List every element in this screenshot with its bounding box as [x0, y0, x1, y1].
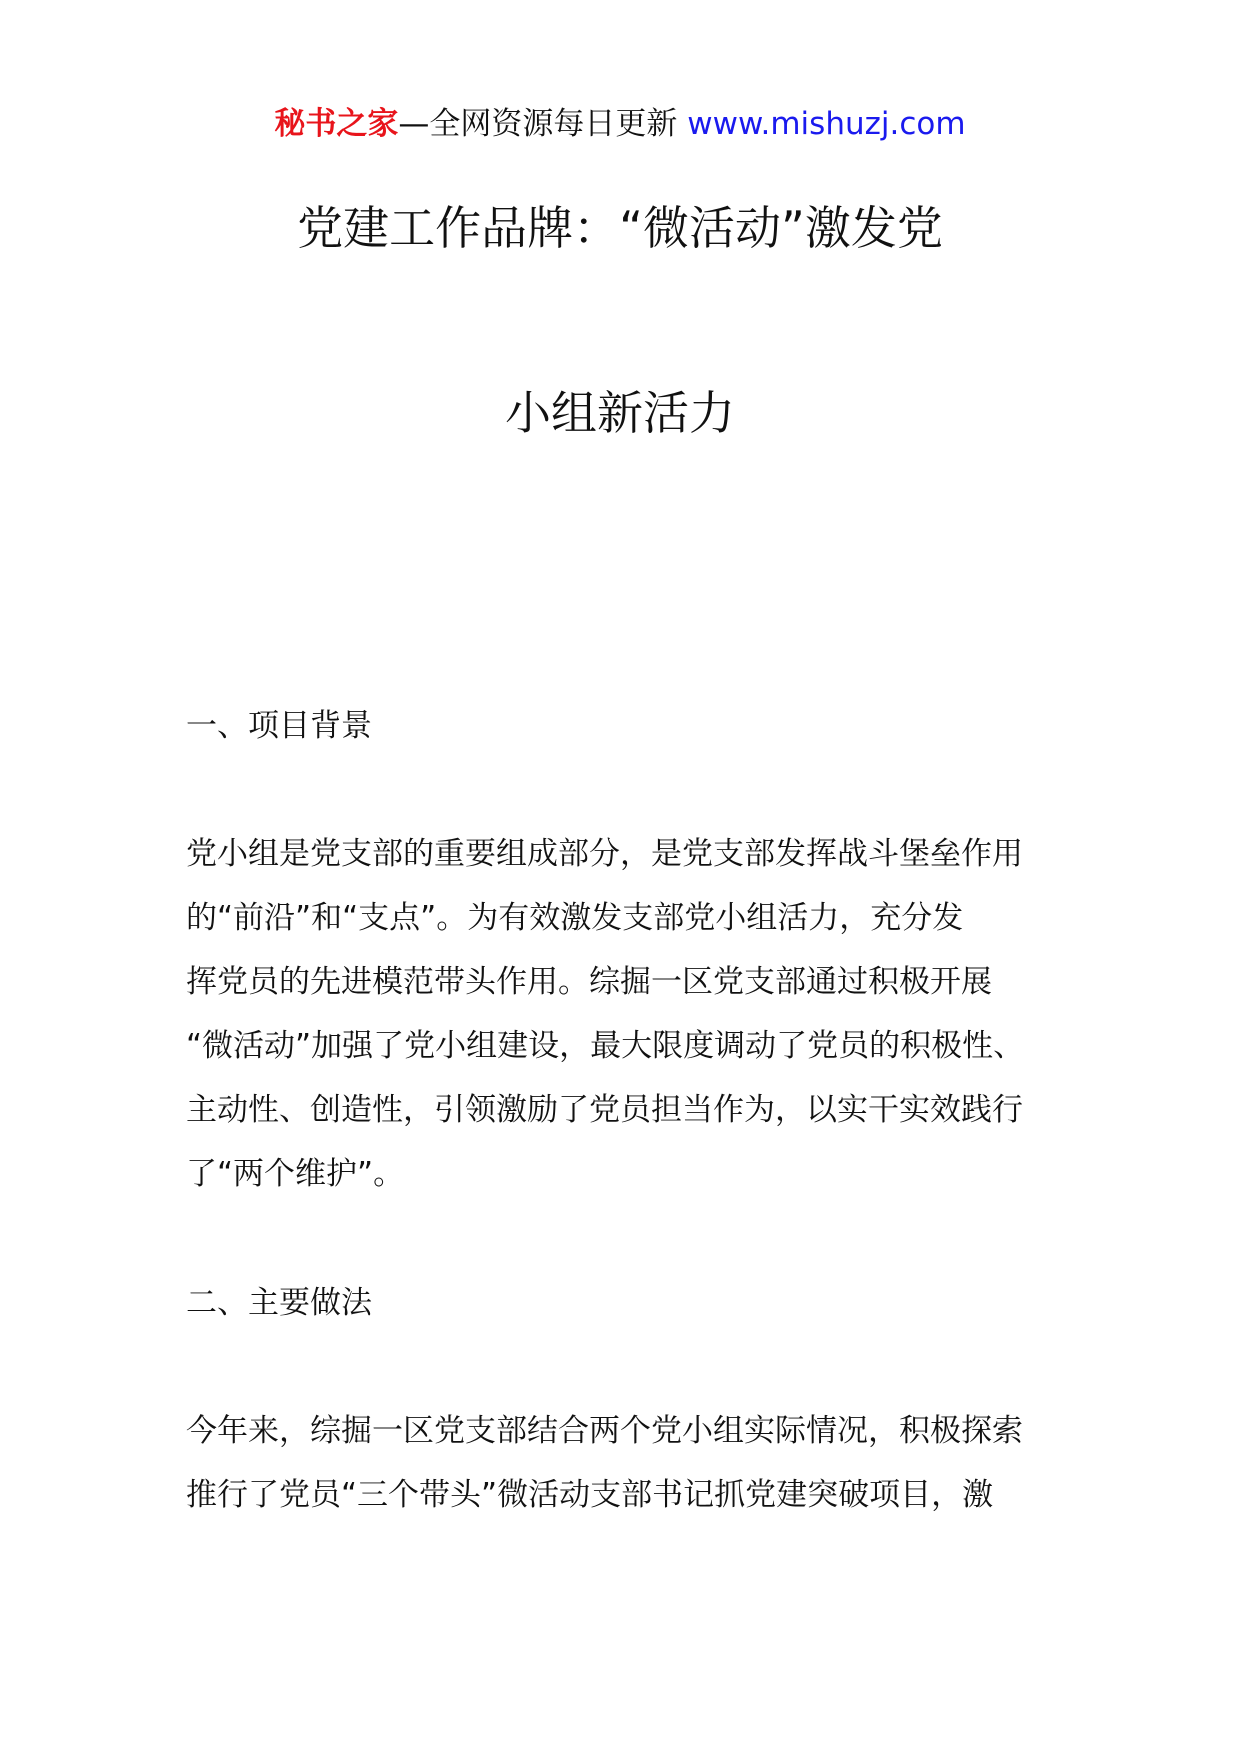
brand-name: 秘书之家 — [274, 106, 399, 142]
paragraph-line: 今年来，综掘一区党支部结合两个党小组实际情况，积极探索 — [186, 1413, 1023, 1449]
header-slogan: —全网资源每日更新 — [398, 106, 688, 142]
section-heading-methods: 二、主要做法 — [186, 1285, 372, 1321]
paragraph-line: 的“前沿”和“支点”。为有效激发支部党小组活力，充分发 — [186, 900, 964, 936]
paragraph-line: 了“两个维护”。 — [186, 1156, 405, 1192]
paragraph-line: 挥党员的先进模范带头作用。综掘一区党支部通过积极开展 — [186, 964, 992, 1000]
paragraph-line: 推行了党员“三个带头”微活动支部书记抓党建突破项目，激 — [186, 1477, 994, 1513]
paragraph-line: 党小组是党支部的重要组成部分，是党支部发挥战斗堡垒作用 — [186, 836, 1023, 872]
site-header — [0, 100, 1240, 148]
site-url-link[interactable]: www.mishuzj.com — [687, 106, 966, 142]
document-title-line-1: 党建工作品牌：“微活动”激发党 — [297, 201, 943, 255]
paragraph-line: “微活动”加强了党小组建设，最大限度调动了党员的积极性、 — [186, 1028, 1025, 1064]
document-title-line-2: 小组新活力 — [505, 386, 735, 440]
paragraph-line: 主动性、创造性，引领激励了党员担当作为，以实干实效践行 — [186, 1092, 1023, 1128]
section-heading-background: 一、项目背景 — [186, 708, 372, 744]
